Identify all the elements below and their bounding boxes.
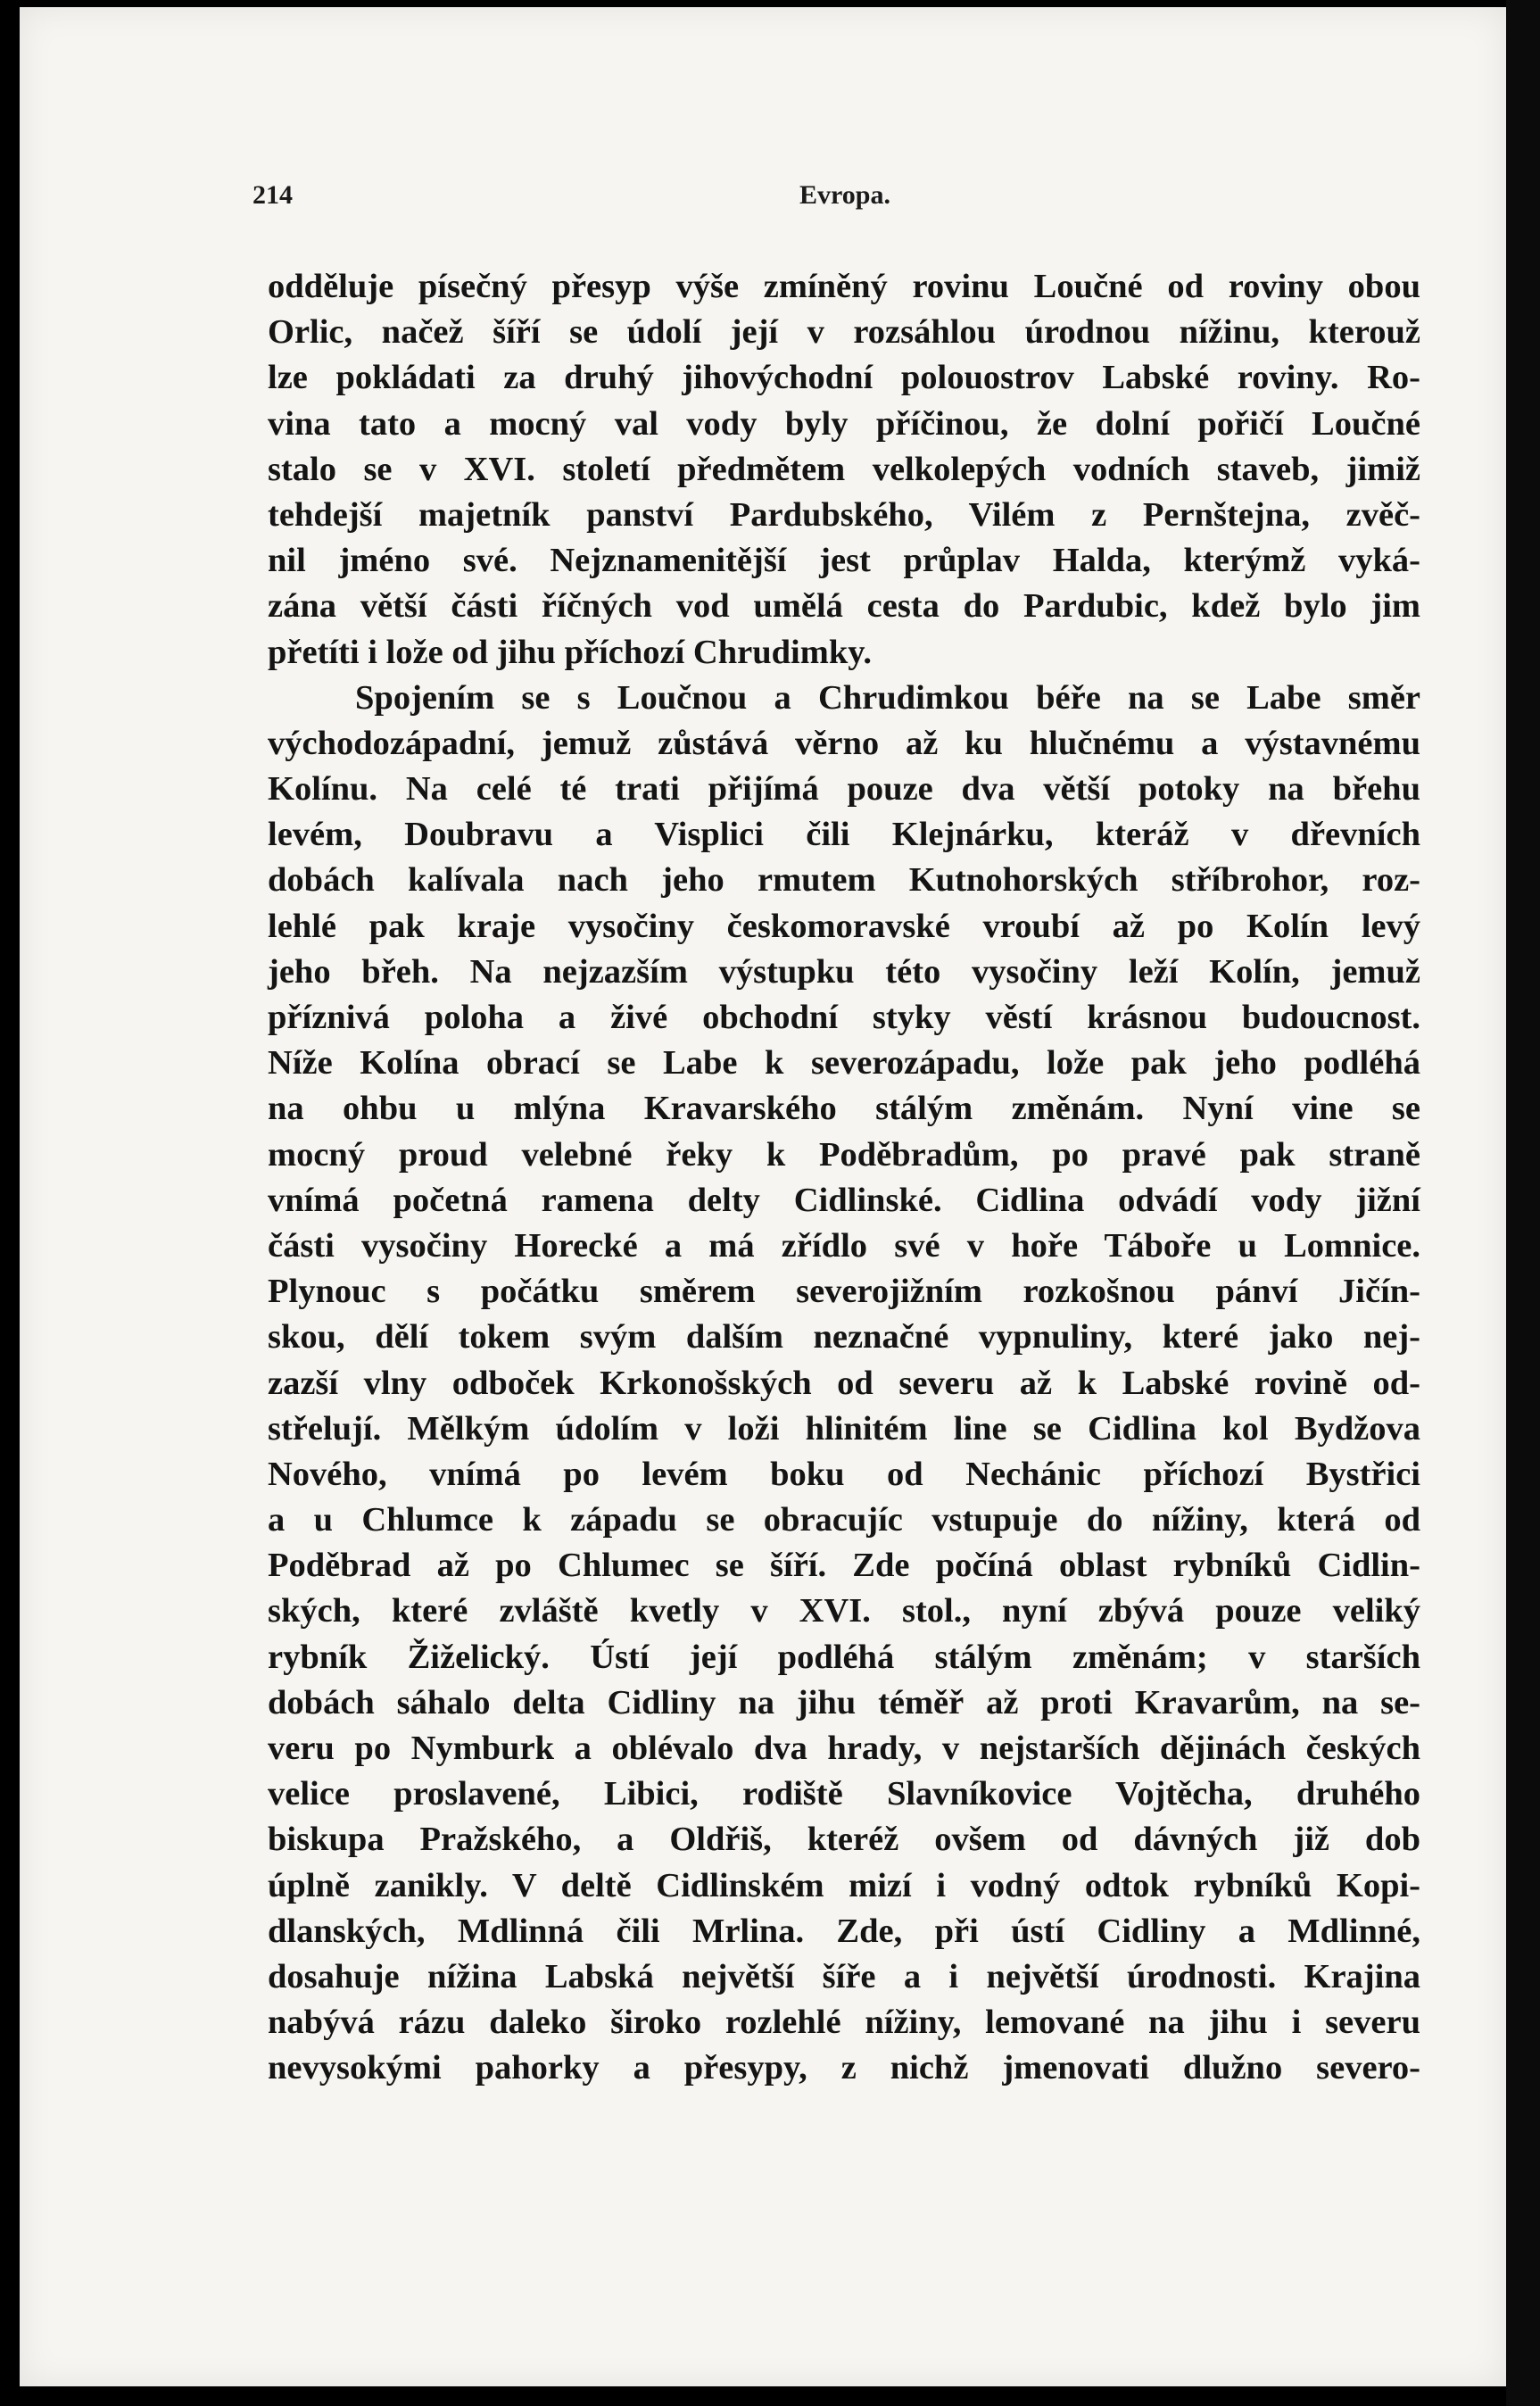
- text-line: Nového, vnímá po levém boku od Nechánic příchozí Bystřici: [268, 1455, 1420, 1493]
- page-number: 214: [253, 180, 293, 210]
- text-line: lze pokládati za druhý jihovýchodní polouostrov Labské roviny. Ro-: [268, 359, 1420, 397]
- text-line: tehdejší majetník panství Pardubského, Vilém z Pernštejna, zvěč-: [268, 495, 1420, 534]
- text-line: dlanských, Mdlinná čili Mrlina. Zde, při ústí Cidliny a Mdlinné,: [268, 1912, 1420, 1950]
- text-line: jeho břeh. Na nejzazším výstupku této vysočiny leží Kolín, jemuž: [268, 952, 1420, 991]
- text-line: nabývá rázu daleko široko rozlehlé nížiny, lemované na jihu i severu: [268, 2004, 1420, 2042]
- text-line: Níže Kolína obrací se Labe k severozápadu, lože pak jeho podléhá: [268, 1044, 1420, 1083]
- text-line: Poděbrad až po Chlumec se šíří. Zde počíná oblast rybníků Cidlin-: [268, 1547, 1420, 1585]
- text-line: veru po Nymburk a oblévalo dva hrady, v nejstarších dějinách českých: [268, 1730, 1420, 1767]
- text-line: biskupa Pražského, a Oldřiš, kteréž ovšem od dávných již dob: [268, 1821, 1420, 1859]
- text-line: levém, Doubravu a Visplici čili Klejnárku, kteráž v dřevních: [268, 816, 1420, 854]
- text-line: příznivá poloha a živé obchodní styky věstí krásnou budoucnost.: [268, 999, 1420, 1036]
- text-line: stalo se v XVI. století předmětem velkolepých vodních staveb, jimiž: [268, 450, 1420, 488]
- running-title: Evropa.: [799, 180, 890, 210]
- text-line: vina tato a mocný val vody byly příčinou, že dolní pořičí Loučné: [268, 404, 1420, 443]
- text-line: dosahuje nížina Labská největší šíře a i největší úrodnosti. Krajina: [268, 1957, 1420, 1995]
- text-line: nevysokými pahorky a přesypy, z nichž jmenovati dlužno severo-: [268, 2049, 1420, 2087]
- text-line: mocný proud velebné řeky k Poděbradům, po pravé pak straně: [268, 1135, 1420, 1174]
- text-line: střelují. Mělkým údolím v loži hlinitém line se Cidlina kol Bydžova: [268, 1409, 1420, 1448]
- text-line: části vysočiny Horecké a má zřídlo své v hoře Táboře u Lomnice.: [268, 1226, 1420, 1265]
- text-line: dobách sáhalo delta Cidliny na jihu téměř až proti Kravarům, na se-: [268, 1683, 1420, 1722]
- text-line: Spojením se s Loučnou a Chrudimkou béře na se Labe směr: [355, 678, 1420, 717]
- text-line: lehlé pak kraje vysočiny českomoravské vroubí až po Kolín levý: [268, 907, 1420, 945]
- text-line: Plynouc s počátku směrem severojižním rozkošnou pánví Jičín-: [268, 1273, 1420, 1311]
- text-line: odděluje písečný přesyp výše zmíněný rovinu Loučné od roviny obou: [268, 268, 1420, 305]
- text-line: vnímá početná ramena delty Cidlinské. Cidlina odvádí vody jižní: [268, 1181, 1420, 1219]
- text-line: na ohbu u mlýna Kravarského stálým změnám. Nyní vine se: [268, 1090, 1420, 1128]
- text-line: nil jméno své. Nejznamenitější jest průplav Halda, kterýmž vyká-: [268, 542, 1420, 580]
- text-line: velice proslavené, Libici, rodiště Slavníkovice Vojtěcha, druhého: [268, 1775, 1420, 1813]
- text-line: Orlic, načež šíří se údolí její v rozsáhlou úrodnou nížinu, kterouž: [268, 313, 1420, 352]
- text-line: východozápadní, jemuž zůstává věrno až ku hlučnému a výstavnému: [268, 724, 1420, 762]
- text-line: přetíti i lože od jihu příchozí Chrudimky.: [268, 633, 872, 671]
- page-header: [253, 180, 1439, 216]
- body-text: [268, 264, 1420, 2092]
- text-line: dobách kalívala nach jeho rmutem Kutnohorských stříbrohor, roz-: [268, 861, 1420, 900]
- text-line: ských, které zvláště kvetly v XVI. stol., nyní zbývá pouze veliký: [268, 1592, 1420, 1630]
- scan-border: [1506, 0, 1540, 2406]
- text-line: rybník Žiželický. Ústí její podléhá stálým změnám; v starších: [268, 1638, 1420, 1676]
- text-line: Kolínu. Na celé té trati přijímá pouze dva větší potoky na břehu: [268, 770, 1420, 809]
- text-line: skou, dělí tokem svým dalším neznačné vypnuliny, které jako nej-: [268, 1318, 1420, 1356]
- text-line: a u Chlumce k západu se obracujíc vstupuje do nížiny, která od: [268, 1501, 1420, 1539]
- text-line: zána větší části říčných vod umělá cesta do Pardubic, kdež bylo jim: [268, 587, 1420, 626]
- text-line: zazší vlny odboček Krkonošských od severu až k Labské rovině od-: [268, 1364, 1420, 1402]
- text-line: úplně zanikly. V deltě Cidlinském mizí i vodný odtok rybníků Kopi-: [268, 1866, 1420, 1904]
